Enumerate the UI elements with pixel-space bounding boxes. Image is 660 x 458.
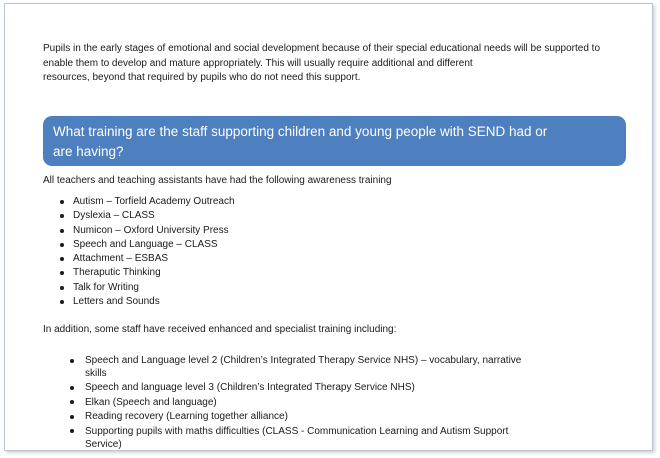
list-item-text: Speech and Language – CLASS bbox=[73, 238, 218, 250]
bullet-icon bbox=[60, 229, 64, 233]
list-item-text: Talk for Writing bbox=[73, 281, 139, 293]
list-item bbox=[59, 281, 235, 295]
list-item bbox=[69, 381, 521, 394]
list-item bbox=[69, 396, 521, 409]
awareness-lead-text: All teachers and teaching assistants have had the following awareness training bbox=[43, 175, 392, 186]
list-item-text: Numicon – Oxford University Press bbox=[73, 224, 229, 236]
bullet-icon bbox=[70, 359, 74, 363]
bullet-icon bbox=[60, 200, 64, 204]
list-item-text: Speech and Language level 2 (Children’s Integrated Therapy Service NHS) – vocabulary, narrative bbox=[85, 355, 522, 366]
list-item-text: Elkan (Speech and language) bbox=[85, 396, 217, 408]
list-item-text: Supporting pupils with maths difficulties (CLASS - Communication Learning and Autism Support bbox=[85, 425, 509, 437]
list-item-text: Letters and Sounds bbox=[73, 296, 160, 308]
list-item-text: Speech and language level 3 (Children’s Integrated Therapy Service NHS) bbox=[85, 382, 415, 394]
intro-line: resources, beyond that required by pupils who do not need this support. bbox=[43, 72, 361, 83]
list-item bbox=[69, 410, 521, 423]
list-item-text: skills bbox=[85, 368, 107, 379]
bullet-icon bbox=[60, 243, 64, 247]
bullet-icon bbox=[60, 271, 64, 275]
intro-paragraph bbox=[43, 42, 623, 86]
list-item bbox=[59, 209, 235, 223]
specialist-lead-text: In addition, some staff have received enhanced and specialist training including: bbox=[43, 324, 397, 335]
intro-line: enable them to develop and mature appropriately. This will usually require additional and different bbox=[43, 57, 473, 69]
list-item-text: Service) bbox=[85, 438, 122, 450]
list-item-text: Autism – Torfield Academy Outreach bbox=[73, 196, 235, 207]
bullet-icon bbox=[60, 214, 64, 218]
intro-line: Pupils in the early stages of emotional and social development because of their special educational needs will be supported to bbox=[43, 43, 601, 54]
list-item bbox=[59, 195, 235, 209]
bullet-icon bbox=[60, 300, 64, 304]
section-heading-banner bbox=[43, 116, 626, 166]
section-heading-line: are having? bbox=[53, 144, 124, 159]
bullet-icon bbox=[60, 286, 64, 290]
specialist-training-list bbox=[69, 354, 521, 451]
bullet-icon bbox=[60, 257, 64, 261]
list-item bbox=[59, 266, 235, 280]
list-item bbox=[69, 425, 521, 451]
list-item-text: Attachment – ESBAS bbox=[73, 253, 169, 265]
bullet-icon bbox=[70, 386, 74, 390]
bullet-icon bbox=[70, 429, 74, 433]
section-heading-line: What training are the staff supporting children and young people with SEND had or bbox=[53, 124, 548, 139]
bullet-icon bbox=[70, 415, 74, 419]
list-item bbox=[59, 295, 235, 309]
list-item bbox=[69, 354, 521, 380]
list-item-text: Reading recovery (Learning together alliance) bbox=[85, 411, 288, 423]
list-item-text: Theraputic Thinking bbox=[73, 267, 161, 279]
awareness-training-list bbox=[59, 195, 235, 309]
list-item bbox=[59, 252, 235, 266]
list-item bbox=[59, 238, 235, 252]
bullet-icon bbox=[70, 400, 74, 404]
list-item-text: Dyslexia – CLASS bbox=[73, 210, 155, 222]
document-page bbox=[4, 3, 653, 451]
list-item bbox=[59, 224, 235, 238]
